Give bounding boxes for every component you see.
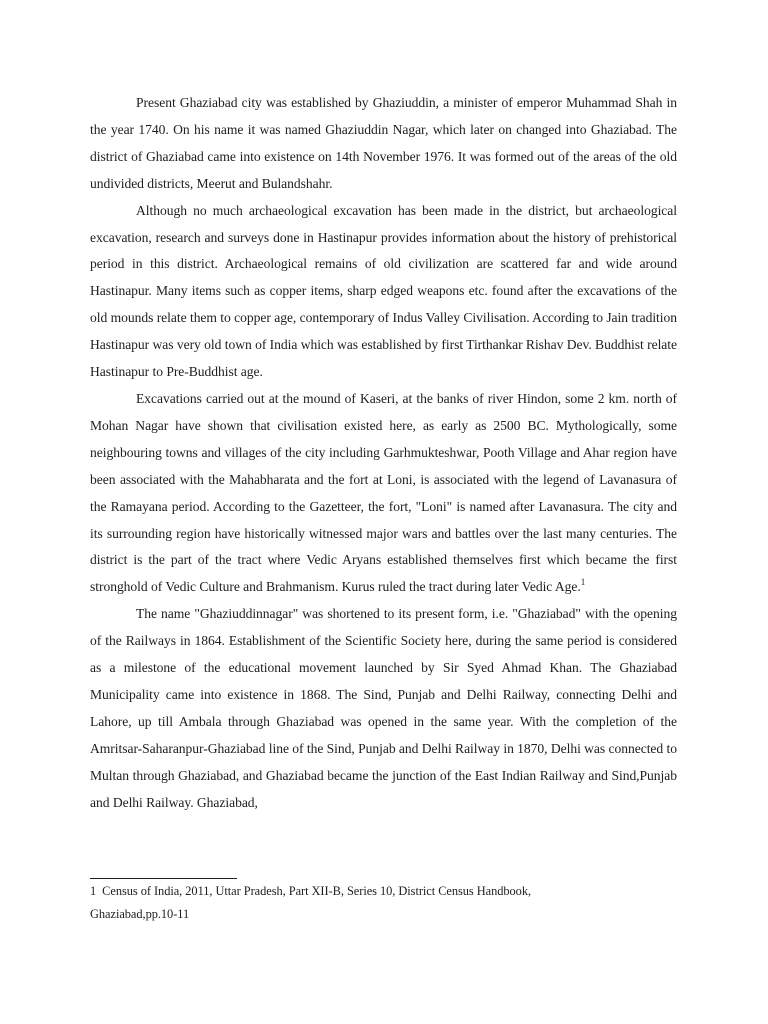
footnote-number: 1 <box>90 884 97 898</box>
footnote-line-1 <box>90 880 610 903</box>
footnote <box>90 880 610 926</box>
paragraph-excavations <box>90 386 677 601</box>
footnote-text-line-2: Ghaziabad,pp.10-11 <box>90 907 190 921</box>
paragraph-establishment: Present Ghaziabad city was established by Ghaziuddin, a minister of emperor Muhammad Shah in the year 1740. On his name it was named Ghaziuddin Nagar, which later on changed into Ghaziabad. The district of Ghaziabad came into existence on 14th November 1976. It was formed out of the areas of the old undivided districts, Meerut and Bulandshahr. <box>90 95 677 191</box>
document-body <box>90 90 677 816</box>
paragraph-railways: The name "Ghaziuddinnagar" was shortened to its present form, i.e. "Ghaziabad" with the opening of the Railways in 1864. Establishment of the Scientific Society here, during the same period is considered as a milestone of the educational movement launched by Sir Syed Ahmad Khan. The Ghaziabad Municipality came into existence in 1868. The Sind, Punjab and Delhi Railway, connecting Delhi and Lahore, up till Ambala through Ghaziabad was opened in the same year. With the completion of the Amritsar-Saharanpur-Ghaziabad line of the Sind, Punjab and Delhi Railway in 1870, Delhi was connected to Multan through Ghaziabad, and Ghaziabad became the junction of the East Indian Railway and Sind,Punjab and Delhi Railway. Ghaziabad, <box>90 606 677 810</box>
paragraph-excavations-text: Excavations carried out at the mound of Kaseri, at the banks of river Hindon, some 2 km. north of Mohan Nagar have shown that civilisation existed here, as early as 2500 BC. Mythologically, some neighbouring towns and villages of the city including Garhmukteshwar, Pooth Village and Ahar region have been associated with the Mahabharata and the fort at Loni, is associated with the legend of Lavanasura of the Ramayana period. According to the Gazetteer, the fort, "Loni" is named after Lavanasura. The city and its surrounding region have historically witnessed major wars and battles over the last many centuries. The district is the part of the tract where Vedic Aryans established themselves first which became the first stronghold of Vedic Culture and Brahmanism. Kurus ruled the tract during later Vedic Age. <box>90 390 677 595</box>
paragraph-archaeology: Although no much archaeological excavation has been made in the district, but archaeological excavation, research and surveys done in Hastinapur provides information about the history of prehistorical period in this district. Archaeological remains of old civilization are scattered far and wide around Hastinapur. Many items such as copper items, sharp edged weapons etc. found after the excavations of the old mounds relate them to copper age, contemporary of Indus Valley Civilisation. According to Jain tradition Hastinapur was very old town of India which was established by first Tirthankar Rishav Dev. Buddhist relate Hastinapur to Pre-Buddhist age. <box>90 202 677 380</box>
footnote-text-line-1: Census of India, 2011, Uttar Pradesh, Part XII-B, Series 10, District Census Handbook, <box>102 884 532 898</box>
footnote-divider <box>90 878 237 879</box>
footnote-reference[interactable]: 1 <box>580 577 586 588</box>
